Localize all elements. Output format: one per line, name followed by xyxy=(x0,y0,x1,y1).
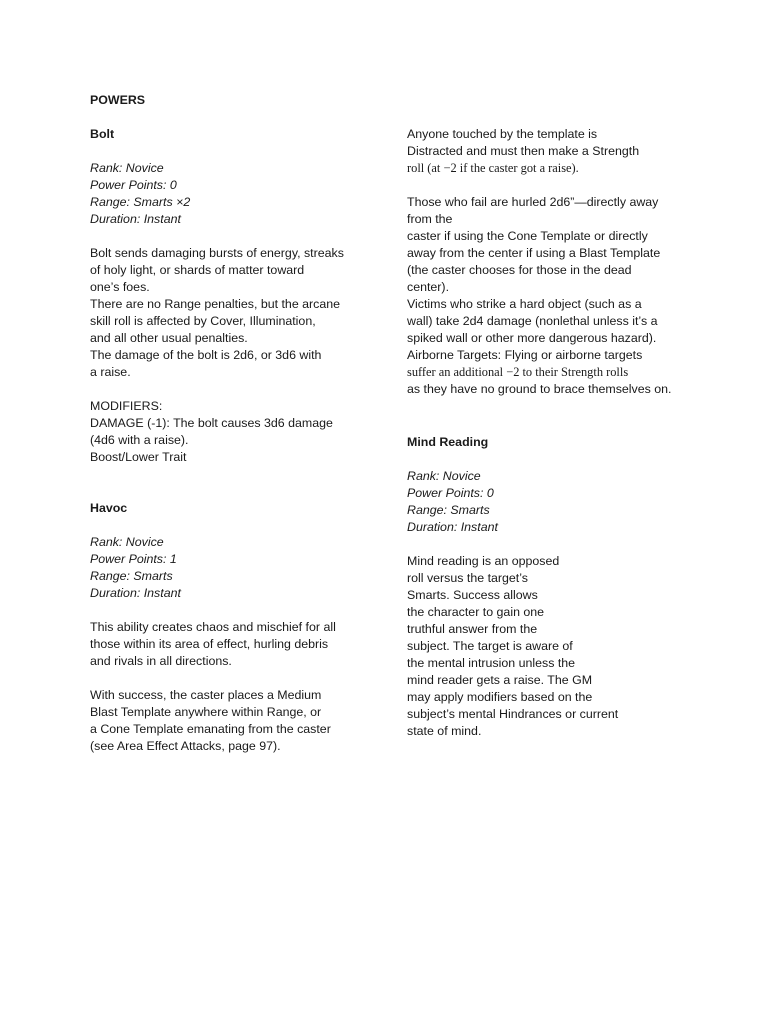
mind-reading-power-points: Power Points: 0 xyxy=(407,486,494,500)
left-column xyxy=(90,126,370,755)
text-line: may apply modifiers based on the xyxy=(407,690,593,704)
text-line: one’s foes. xyxy=(90,280,150,294)
havoc-duration: Duration: Instant xyxy=(90,586,181,600)
text-line: and rivals in all directions. xyxy=(90,654,232,668)
text-line: away from the center if using a Blast Template xyxy=(407,246,661,260)
text-line: Bolt sends damaging bursts of energy, streaks xyxy=(90,246,344,260)
text-line: the mental intrusion unless the xyxy=(407,656,576,670)
bolt-duration: Duration: Instant xyxy=(90,212,181,226)
text-line: spiked wall or other more dangerous hazard). xyxy=(407,331,657,345)
text-line: Those who fail are hurled 2d6”—directly away xyxy=(407,195,659,209)
modifier-line: (4d6 with a raise). xyxy=(90,433,189,447)
text-line: skill roll is affected by Cover, Illumination, xyxy=(90,314,316,328)
mind-reading-rank: Rank: Novice xyxy=(407,469,481,483)
text-line: a Cone Template emanating from the caster xyxy=(90,722,331,736)
text-line: The damage of the bolt is 2d6, or 3d6 with xyxy=(90,348,322,362)
text-line: wall) take 2d4 damage (nonlethal unless it’s a xyxy=(407,314,658,328)
text-line: Victims who strike a hard object (such as a xyxy=(407,297,642,311)
bolt-range: Range: Smarts ×2 xyxy=(90,195,191,209)
text-line: subject’s mental Hindrances or current xyxy=(407,707,619,721)
text-line: With success, the caster places a Medium xyxy=(90,688,322,702)
text-line: Blast Template anywhere within Range, or xyxy=(90,705,322,719)
text-line: those within its area of effect, hurling debris xyxy=(90,637,329,651)
havoc-title: Havoc xyxy=(90,501,128,515)
havoc-power-points: Power Points: 1 xyxy=(90,552,177,566)
text-line: Anyone touched by the template is xyxy=(407,127,598,141)
text-line: suffer an additional −2 to their Strength rolls xyxy=(407,365,629,379)
text-line: the character to gain one xyxy=(407,605,545,619)
text-line: (the caster chooses for those in the dead xyxy=(407,263,632,277)
mind-reading-range: Range: Smarts xyxy=(407,503,490,517)
text-line: from the xyxy=(407,212,453,226)
modifiers-heading: MODIFIERS: xyxy=(90,399,163,413)
text-line: There are no Range penalties, but the arcane xyxy=(90,297,341,311)
text-line: Smarts. Success allows xyxy=(407,588,538,602)
page-title: POWERS xyxy=(90,93,146,107)
text-line: and all other usual penalties. xyxy=(90,331,248,345)
text-line: This ability creates chaos and mischief for all xyxy=(90,620,336,634)
text-line: as they have no ground to brace themselves on. xyxy=(407,382,672,396)
bolt-power-points: Power Points: 0 xyxy=(90,178,177,192)
text-line: roll versus the target’s xyxy=(407,571,528,585)
text-line: subject. The target is aware of xyxy=(407,639,573,653)
text-line: truthful answer from the xyxy=(407,622,538,636)
text-line: center). xyxy=(407,280,450,294)
text-line: caster if using the Cone Template or directly xyxy=(407,229,648,243)
right-column xyxy=(407,126,697,740)
mind-reading-duration: Duration: Instant xyxy=(407,520,498,534)
text-line: a raise. xyxy=(90,365,131,379)
text-line: Mind reading is an opposed xyxy=(407,554,560,568)
text-line: state of mind. xyxy=(407,724,482,738)
havoc-rank: Rank: Novice xyxy=(90,535,164,549)
text-line: (see Area Effect Attacks, page 97). xyxy=(90,739,281,753)
bolt-title: Bolt xyxy=(90,127,115,141)
text-line: Airborne Targets: Flying or airborne targets xyxy=(407,348,643,362)
text-line: mind reader gets a raise. The GM xyxy=(407,673,593,687)
modifier-line: Boost/Lower Trait xyxy=(90,450,187,464)
mind-reading-title: Mind Reading xyxy=(407,435,489,449)
text-line: roll (at −2 if the caster got a raise). xyxy=(407,161,579,175)
bolt-description xyxy=(90,245,370,381)
havoc-range: Range: Smarts xyxy=(90,569,173,583)
text-line: Distracted and must then make a Strength xyxy=(407,144,640,158)
bolt-rank: Rank: Novice xyxy=(90,161,164,175)
text-line: of holy light, or shards of matter toward xyxy=(90,263,305,277)
modifier-line: DAMAGE (-1): The bolt causes 3d6 damage xyxy=(90,416,333,430)
